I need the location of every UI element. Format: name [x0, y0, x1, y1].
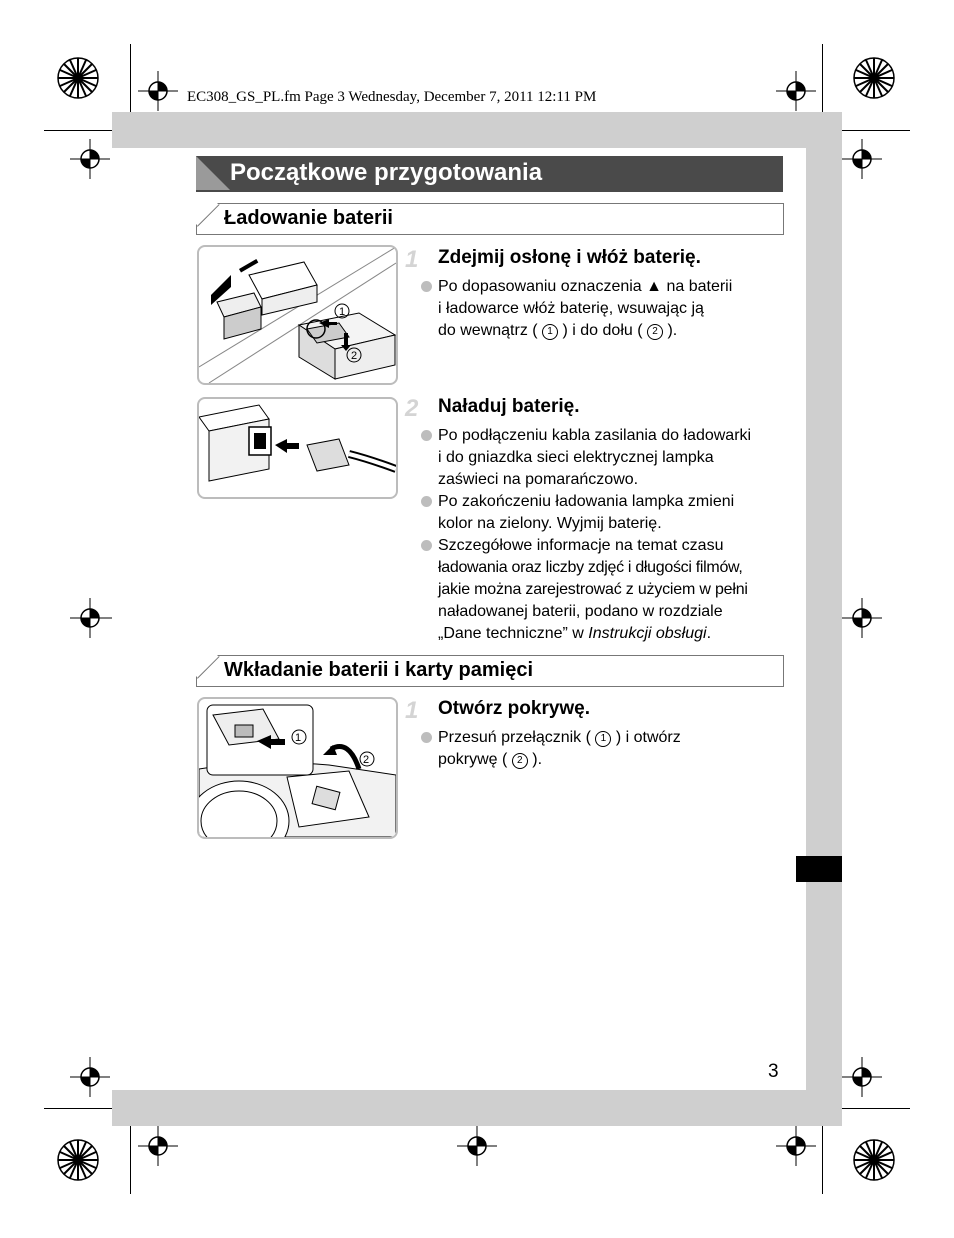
circled-number-1: 1 — [542, 324, 558, 340]
marker-2: 2 — [351, 350, 358, 362]
print-header: EC308_GS_PL.fm Page 3 Wednesday, December 7, 2011 12:11 PM — [187, 89, 597, 105]
step-bullet: Przesuń przełącznik ( 1 ) i otwórz pokrywę ( 2 ). — [438, 727, 783, 771]
section-title: Ładowanie baterii — [224, 207, 393, 229]
step-bullet: Po podłączeniu kabla zasilania do ładowarki i do gniazdka sieci elektrycznej lampka zaświeci na pomarańczowo. — [438, 425, 783, 491]
marker-1: 1 — [295, 732, 302, 744]
page-title-bar — [196, 156, 783, 192]
step-bullet: Szczegółowe informacje na temat czasu ładowania oraz liczby zdjęć i długości filmów, jakie można zarejestrować z użyciem w pełni naładowanej baterii, podano w rozdziale „Dane techniczne” w Instrukcji obsługi. — [438, 535, 788, 645]
bullet-dot — [421, 281, 432, 292]
circled-number-2: 2 — [647, 324, 663, 340]
bullet-dot — [421, 430, 432, 441]
illustration-open-cover — [197, 697, 398, 839]
section-heading-battery-card — [196, 655, 784, 687]
circled-number-1: 1 — [595, 731, 611, 747]
illustration-battery-insert — [197, 245, 398, 385]
bullet-dot — [421, 732, 432, 743]
step-number: 1 — [405, 246, 419, 273]
triangle-mark-icon: ▲ — [646, 278, 662, 295]
marker-2: 2 — [363, 754, 370, 766]
bullet-dot — [421, 540, 432, 551]
step-number: 1 — [405, 697, 419, 724]
illustration-power-cable — [197, 397, 398, 499]
step-title: Zdejmij osłonę i włóż baterię. — [438, 247, 701, 268]
page-title: Początkowe przygotowania — [230, 159, 543, 186]
step-title: Otwórz pokrywę. — [438, 698, 591, 719]
section-title: Wkładanie baterii i karty pamięci — [224, 659, 534, 681]
circled-number-2: 2 — [512, 753, 528, 769]
step-bullet: Po zakończeniu ładowania lampka zmieni kolor na zielony. Wyjmij baterię. — [438, 491, 783, 535]
title-triangle — [196, 156, 230, 190]
bullet-dot — [421, 496, 432, 507]
section-heading-charging — [196, 203, 784, 235]
page-number: 3 — [768, 1061, 779, 1082]
step-title: Naładuj baterię. — [438, 396, 580, 417]
step-bullet: Po dopasowaniu oznaczenia ▲ na baterii i ładowarce włóż baterię, wsuwając ją do wewnątrz ( 1 ) i do dołu ( 2 ). — [438, 276, 783, 342]
marker-1: 1 — [339, 306, 346, 318]
step-number: 2 — [405, 395, 419, 422]
